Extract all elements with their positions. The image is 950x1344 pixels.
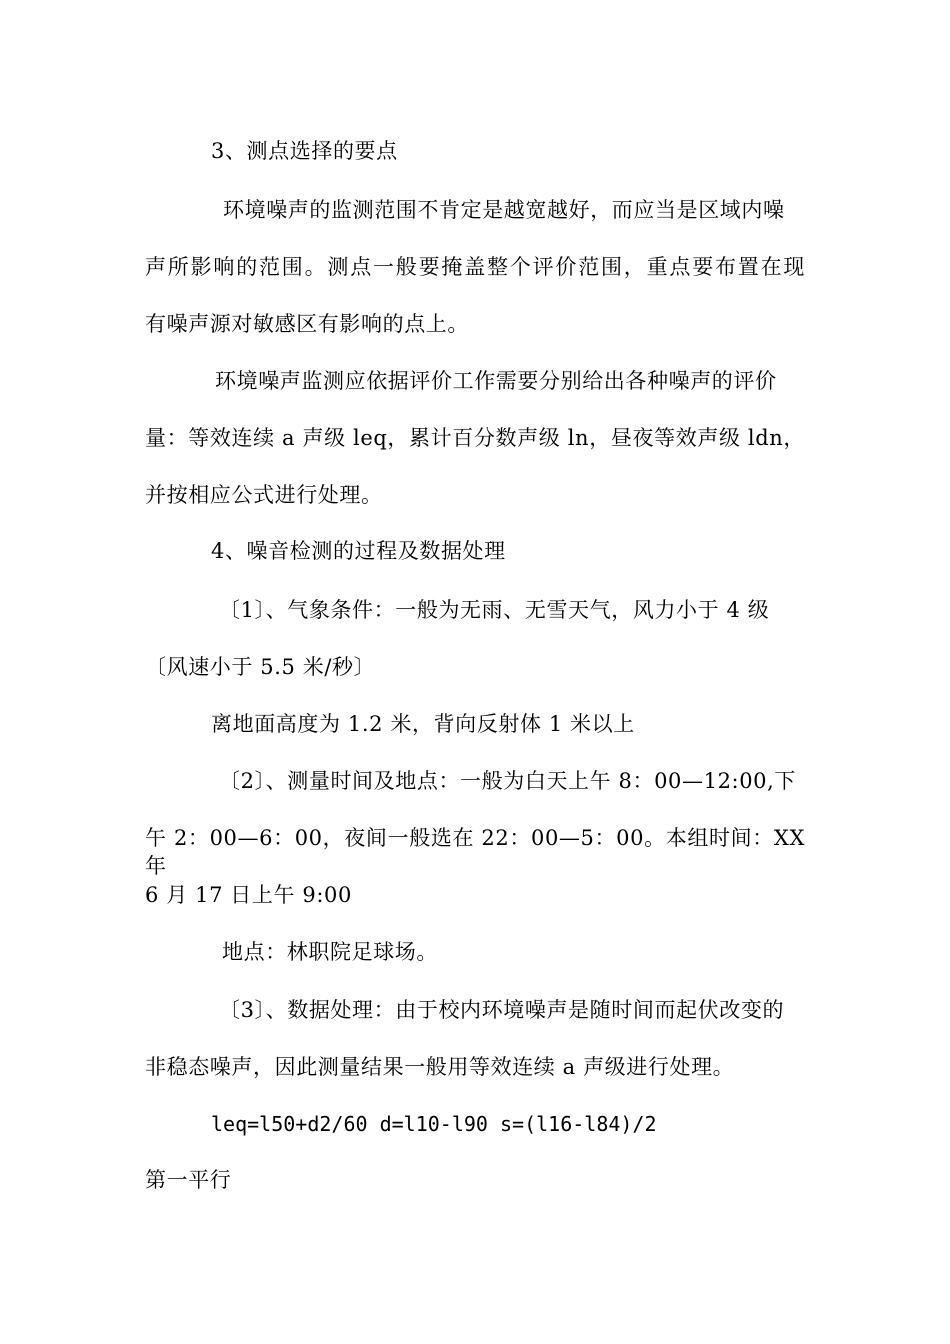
formula-line: leq=l50+d2/60 d=l10-l90 s=(l16-l84)/2	[211, 1112, 657, 1136]
paragraph-1-line-1: 环境噪声的监测范围不肯定是越宽越好，而应当是区域内噪	[223, 198, 785, 222]
paragraph-2-line-2: 量：等效连续 a 声级 leq，累计百分数声级 ln，昼夜等效声级 ldn，	[145, 426, 805, 450]
item-2-line-1: 〔2〕、测量时间及地点：一般为白天上午 8：00—12:00,下	[219, 769, 797, 793]
paragraph-1-line-2: 声所影响的范围。测点一般要掩盖整个评价范围，重点要布置在现	[145, 255, 805, 279]
item-2-line-4: 地点：林职院足球场。	[222, 940, 438, 964]
item-2-line-3: 6 月 17 日上午 9:00	[145, 883, 352, 907]
item-3-line-2: 非稳态噪声，因此测量结果一般用等效连续 a 声级进行处理。	[145, 1055, 735, 1079]
section-heading-4: 4、噪音检测的过程及数据处理	[211, 539, 506, 563]
item-2-line-2: 午 2：00—6：00，夜间一般选在 22：00—5：00。本组时间：XX 年	[145, 826, 805, 878]
item-1-line-1: 〔1〕、气象条件：一般为无雨、无雪天气，风力小于 4 级	[219, 598, 770, 622]
last-line: 第一平行	[145, 1168, 232, 1192]
paragraph-1-line-3: 有噪声源对敏感区有影响的点上。	[145, 312, 469, 336]
item-1-line-3: 离地面高度为 1.2 米，背向反射体 1 米以上	[211, 712, 635, 736]
paragraph-2-line-3: 并按相应公式进行处理。	[145, 483, 383, 507]
item-1-line-2: 〔风速小于 5.5 米/秒〕	[145, 655, 376, 679]
item-3-line-1: 〔3〕、数据处理：由于校内环境噪声是随时间而起伏改变的	[219, 998, 785, 1022]
section-heading-3: 3、测点选择的要点	[211, 139, 398, 163]
paragraph-2-line-1: 环境噪声监测应依据评价工作需要分别给出各种噪声的评价	[215, 369, 777, 393]
